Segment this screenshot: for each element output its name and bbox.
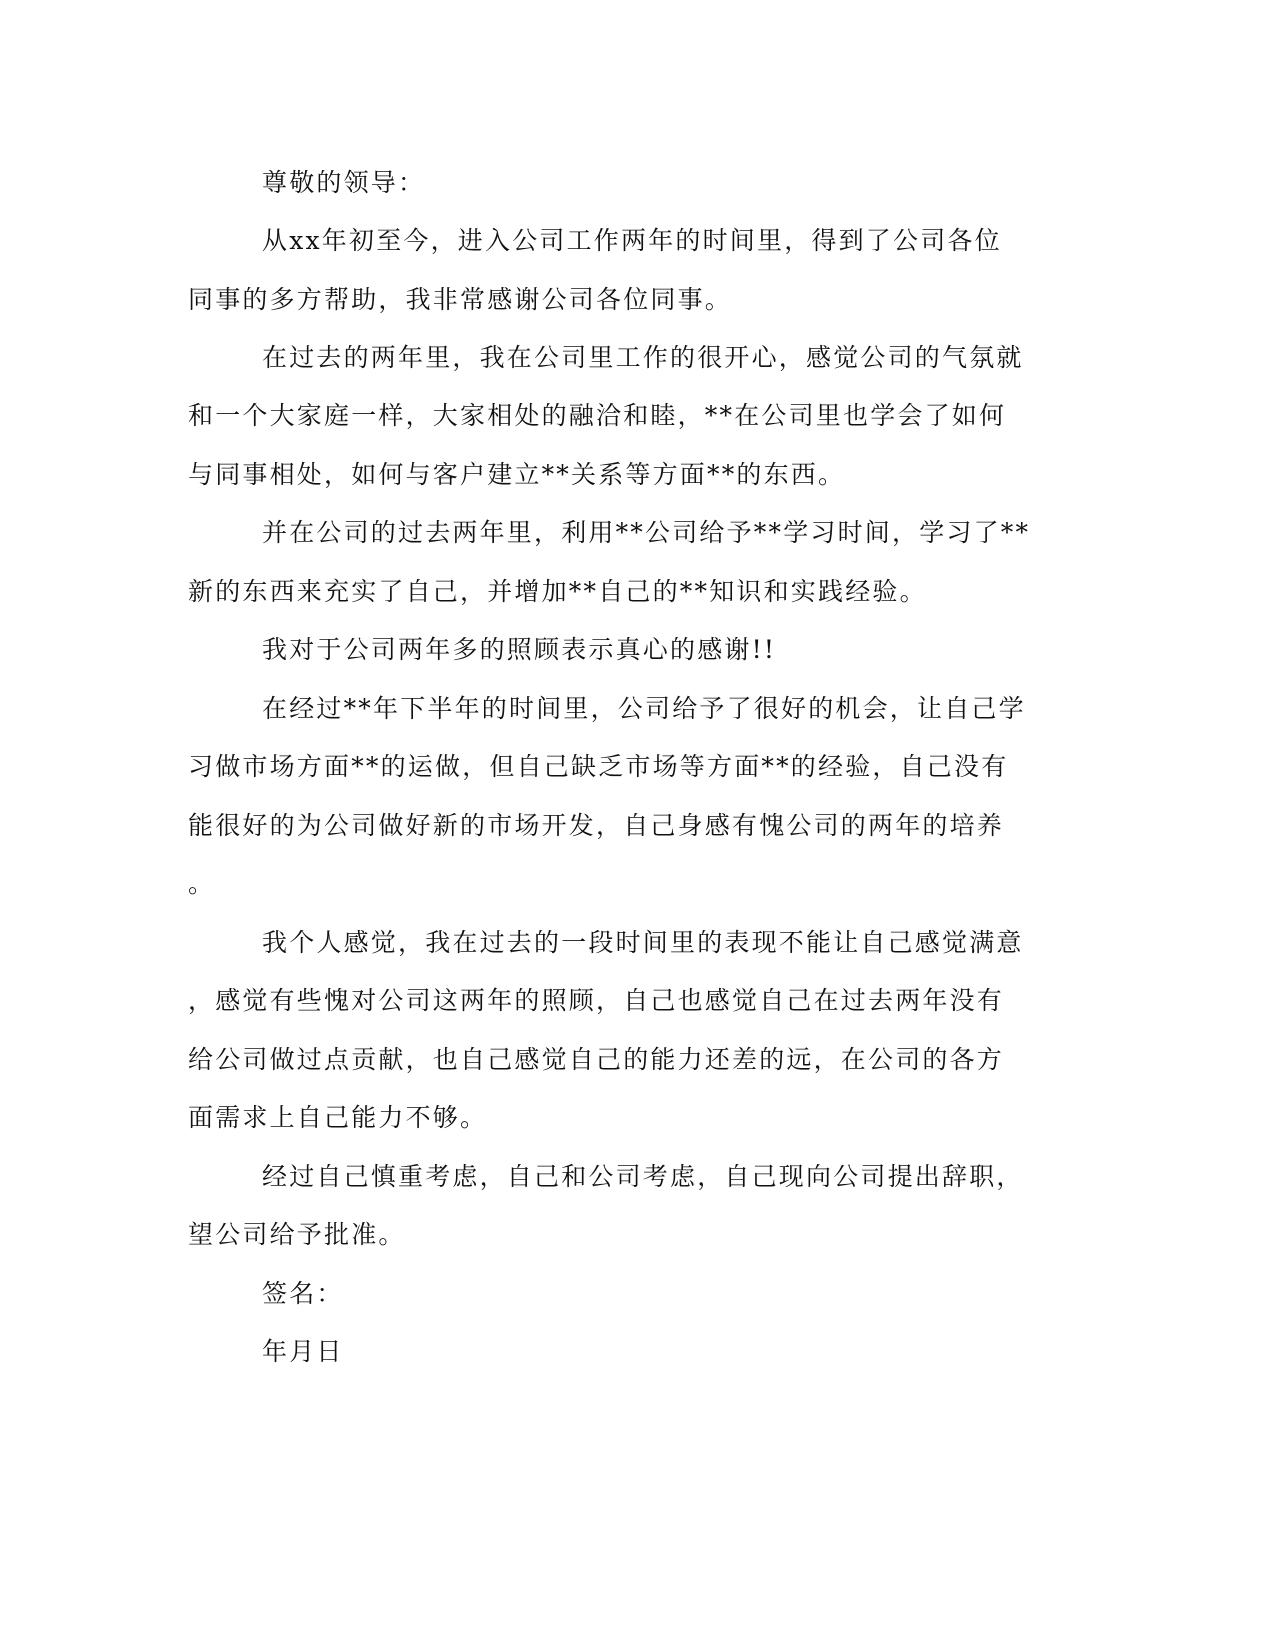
paragraph-line: 面需求上自己能力不够。 — [188, 1103, 488, 1132]
paragraph-line: 新的东西来充实了自己，并增加**自己的**知识和实践经验。 — [188, 577, 927, 606]
paragraph-line: 给公司做过点贡献，也自己感觉自己的能力还差的远，在公司的各方 — [188, 1045, 1005, 1074]
paragraph-line: 望公司给予批准。 — [188, 1220, 406, 1249]
paragraph-line: 能很好的为公司做好新的市场开发，自己身感有愧公司的两年的培养 — [188, 811, 1005, 840]
paragraph-line: 我对于公司两年多的照顾表示真心的感谢!! — [262, 635, 777, 664]
paragraph-line: 在过去的两年里，我在公司里工作的很开心，感觉公司的气氛就 — [262, 343, 1024, 372]
date-label: 年月日 — [262, 1337, 344, 1366]
paragraph-line: 习做市场方面**的运做，但自己缺乏市场等方面**的经验，自己没有 — [188, 752, 1009, 781]
paragraph-line: 和一个大家庭一样，大家相处的融洽和睦，**在公司里也学会了如何 — [188, 401, 1007, 430]
paragraph-line: 。 — [188, 869, 216, 898]
paragraph-line: 经过自己慎重考虑，自己和公司考虑，自己现向公司提出辞职， — [262, 1162, 1024, 1191]
paragraph-line: 与同事相处，如何与客户建立**关系等方面**的东西。 — [188, 460, 846, 489]
paragraph-line: 我个人感觉，我在过去的一段时间里的表现不能让自己感觉满意 — [262, 928, 1024, 957]
paragraph-line: 在经过**年下半年的时间里，公司给予了很好的机会，让自己学 — [262, 694, 1026, 723]
paragraph-line: ，感觉有些愧对公司这两年的照顾，自己也感觉自己在过去两年没有 — [188, 986, 1005, 1015]
paragraph-line: 同事的多方帮助，我非常感谢公司各位同事。 — [188, 285, 733, 314]
paragraph-line: 并在公司的过去两年里，利用**公司给予**学习时间，学习了** — [262, 518, 1031, 547]
salutation: 尊敬的领导： — [262, 168, 426, 197]
paragraph-line: 从xx年初至今，进入公司工作两年的时间里，得到了公司各位 — [262, 226, 1002, 255]
signature-label: 签名： — [262, 1279, 344, 1308]
